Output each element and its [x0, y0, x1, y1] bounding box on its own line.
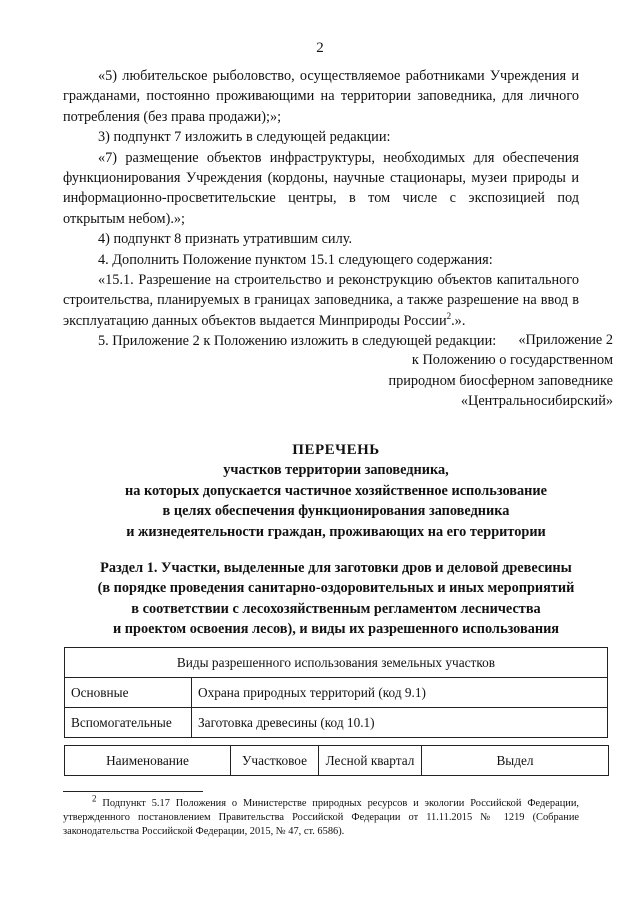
appendix-line-1: «Приложение 2 [518, 332, 613, 348]
column-header: Наименование [65, 746, 231, 776]
list-heading [0, 440, 640, 542]
list-heading-line-4: и жизнедеятельности граждан, проживающих на его территории [126, 523, 546, 540]
appendix-line-3: природном биосферном заповеднике [388, 372, 613, 389]
table-row [65, 678, 608, 708]
table-header-row [65, 746, 609, 776]
parcel-table [64, 745, 609, 776]
paragraph-fishing: «5) любительское рыболовство, осуществляемое работниками Учреждения и гражданами, постоянно проживающими на территории заповедника, для личного потребления (без права продажи);»; [63, 68, 579, 125]
column-header: Лесной квартал [319, 746, 422, 776]
list-heading-line-3: в целях обеспечения функционирования заповедника [162, 503, 510, 520]
use-value-cell: Заготовка древесины (код 10.1) [192, 708, 608, 738]
paragraph-add-15-1: 4. Дополнить Положение пунктом 15.1 следующего содержания: [98, 251, 493, 268]
footnote-mark: 2 [92, 793, 97, 804]
list-title: ПЕРЕЧЕНЬ [292, 442, 380, 458]
use-value-cell: Охрана природных территорий (код 9.1) [192, 678, 608, 708]
appendix-line-4: «Центральносибирский» [460, 393, 613, 410]
footnote-reference: 2 [446, 311, 452, 322]
footnote-divider [63, 791, 203, 792]
column-header: Выдел [422, 746, 609, 776]
page-number: 2 [316, 40, 324, 56]
paragraph-15-1-end: .». [451, 312, 466, 329]
paragraph-subitem8: 4) подпункт 8 признать утратившим силу. [98, 231, 353, 248]
section-line-1: Раздел 1. Участки, выделенные для заготовки дров и деловой древесины [100, 560, 572, 576]
paragraph-15-1 [63, 270, 579, 331]
column-header: Участковое [231, 746, 319, 776]
section-line-3: в соответствии с лесохозяйственным регламентом лесничества [131, 600, 541, 617]
paragraph-15-1-text: «15.1. Разрешение на строительство и реконструкцию объектов капитального строительства, планируемых в границах заповедника, а также разрешение на ввод в эксплуатацию данных объектов выдается Минприроды России [63, 272, 579, 329]
list-heading-line-1: участков территории заповедника, [223, 462, 449, 479]
body-text [63, 66, 579, 352]
permitted-use-table [64, 647, 608, 738]
use-type-cell: Основные [65, 678, 192, 708]
table-row [65, 708, 608, 738]
appendix-line-2: к Положению о государственном [411, 352, 613, 369]
table-row [65, 648, 608, 678]
paragraph-subitem7: 3) подпункт 7 изложить в следующей редакции: [98, 129, 391, 146]
section-line-4: и проектом освоения лесов), и виды их разрешенного использования [112, 621, 560, 638]
footnote-text: Подпункт 5.17 Положения о Министерстве природных ресурсов и экологии Российской Федерации, утвержденного постановлением Правительства Российской Федерации от 11.11.2015 № 1219 (Собрание законодательства Российской Федерации, 2015, № 47, ст. 6586). [63, 798, 579, 838]
table-header-cell: Виды разрешенного использования земельных участков [65, 648, 608, 678]
footnote [63, 793, 579, 840]
use-type-cell: Вспомогательные [65, 708, 192, 738]
section-1-heading [0, 558, 640, 640]
paragraph-infrastructure: «7) размещение объектов инфраструктуры, необходимых для обеспечения функционирования Учреждения (кордоны, научные стационары, музеи природы и информационно-просветительские центры, в том числе с экспозицией под открытым небом).»; [63, 149, 579, 227]
section-line-2: (в порядке проведения санитарно-оздоровительных и иных мероприятий [97, 580, 575, 597]
appendix-header [388, 330, 613, 412]
list-heading-line-2: на которых допускается частичное хозяйственное использование [125, 482, 547, 499]
paragraph-appendix2: 5. Приложение 2 к Положению изложить в следующей редакции: [98, 333, 497, 350]
